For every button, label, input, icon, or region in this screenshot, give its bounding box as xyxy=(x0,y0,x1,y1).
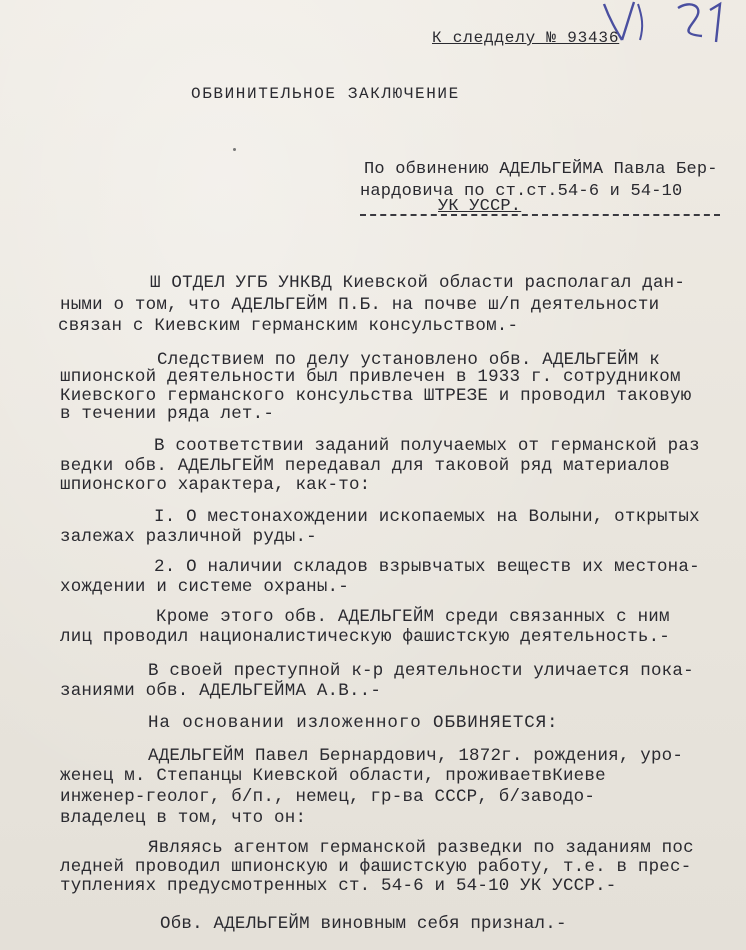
text-line: На основании изложенного ОБВИНЯЕТСЯ: xyxy=(148,713,559,733)
text-line: В своей преступной к-р деятельности уличается пока- xyxy=(148,661,694,681)
text-line: Ш ОТДЕЛ УГБ УНКВД Киевской области располагал дан- xyxy=(150,273,686,293)
text-line: В соответствии заданий получаемых от германской раз xyxy=(154,436,700,456)
text-line: связан с Киевским германским консульством.- xyxy=(58,316,519,336)
text-line: хождении и системе охраны.- xyxy=(60,577,349,597)
text-line: ными о том, что АДЕЛЬГЕЙМ П.Б. на почве ш/п деятельности xyxy=(60,295,660,315)
charge-heading-line: нардовича по ст.ст.54-6 и 54-10 xyxy=(360,182,683,201)
text-line: АДЕЛЬГЕЙМ Павел Бернардович, 1872г. рождения, уро- xyxy=(148,746,684,766)
text-line: ледней проводил шпионскую и фашистскую работу, т.е. в прес- xyxy=(60,857,692,877)
text-line: ведки обв. АДЕЛЬГЕЙМ передавал для таковой ряд материалов xyxy=(60,456,670,476)
text-line: I. О местонахождении ископаемых на Волыни, открытых xyxy=(154,507,700,527)
text-line: заниями обв. АДЕЛЬГЕЙМА А.В..- xyxy=(60,681,382,701)
heading-divider xyxy=(360,214,720,216)
text-line: шпионского характера, как-то: xyxy=(60,475,371,495)
text-line: в течении ряда лет.- xyxy=(60,404,275,424)
document-title: ОБВИНИТЕЛЬНОЕ ЗАКЛЮЧЕНИЕ xyxy=(191,85,460,103)
text-line: залежах различной руды.- xyxy=(60,527,317,547)
text-line: владелец в том, что он: xyxy=(60,808,307,828)
text-line: Киевского германского консульства ШТРЕЗЕ и проводил таковую xyxy=(60,386,692,406)
charge-heading-line: УК УССР. xyxy=(438,197,522,216)
text-line: лиц проводил националистическую фашистскую деятельность.- xyxy=(60,627,670,647)
text-line: Следствием по делу установлено обв. АДЕЛЬГЕЙМ к xyxy=(157,350,660,370)
handwritten-mark xyxy=(600,0,740,48)
text-line: туплениях предусмотренных ст. 54-6 и 54-10 УК УССР.- xyxy=(60,876,617,896)
text-line: 2. О наличии складов взрывчатых веществ их местона- xyxy=(154,557,700,577)
text-line: Являясь агентом германской разведки по заданиям пос xyxy=(148,838,694,858)
charge-heading-line: По обвинению АДЕЛЬГЕЙМА Павла Бер- xyxy=(364,160,718,179)
text-line: шпионской деятельности был привлечен в 1933 г. сотрудником xyxy=(60,367,681,387)
text-line: Обв. АДЕЛЬГЕЙМ виновным себя признал.- xyxy=(160,914,567,934)
text-line: инженер-геолог, б/п., немец, гр-ва СССР, б/заводо- xyxy=(60,787,596,807)
ink-speck xyxy=(233,148,236,151)
file-reference: К следделу № 93436 xyxy=(432,29,620,47)
text-line: женец м. Степанцы Киевской области, проживаетвКиеве xyxy=(60,766,606,786)
text-line: Кроме этого обв. АДЕЛЬГЕЙМ среди связанных с ним xyxy=(156,607,670,627)
